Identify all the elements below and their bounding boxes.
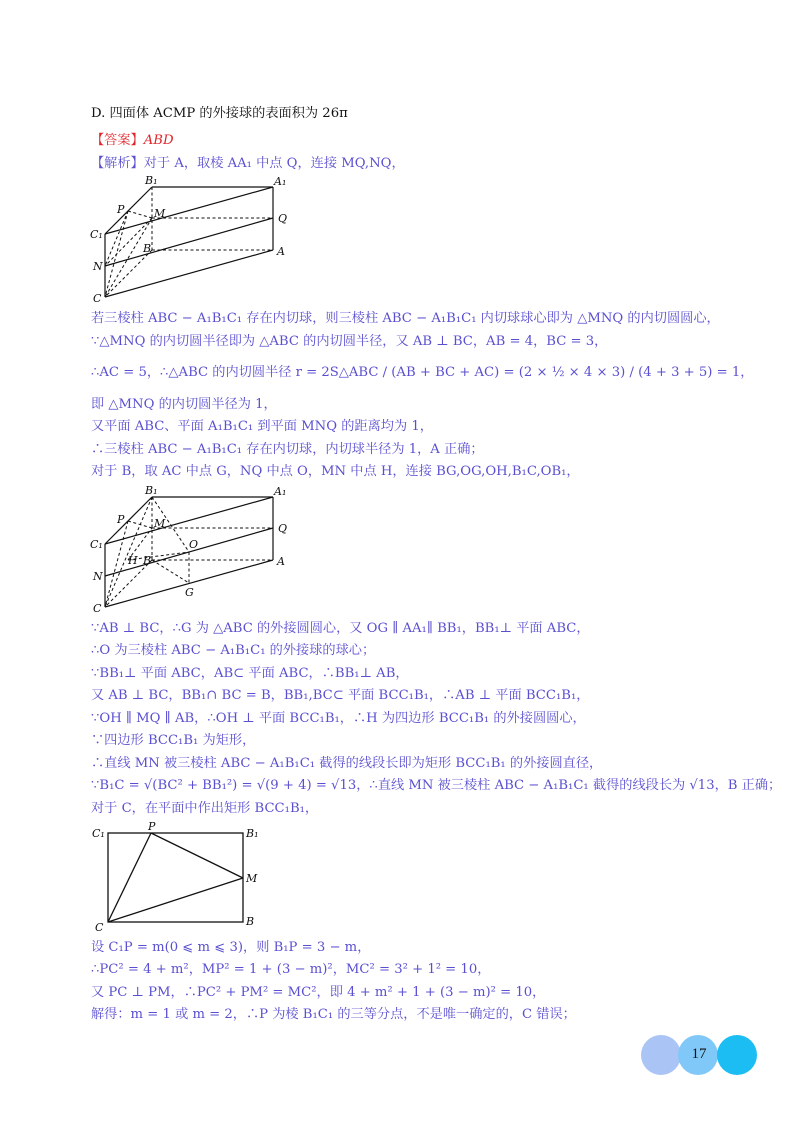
solution-line: 对于 B，取 AC 中点 G，NQ 中点 O，MN 中点 H，连接 BG,OG,OH,B₁C,OB₁， (91, 464, 580, 479)
solution-line: 又平面 ABC、平面 A₁B₁C₁ 到平面 MNQ 的距离均为 1， (91, 419, 433, 434)
page-circle-left (641, 1035, 681, 1075)
solution-line: 若三棱柱 ABC − A₁B₁C₁ 存在内切球，则三棱柱 ABC − A₁B₁C₁ 内切球球心即为 △MNQ 的内切圆圆心， (91, 311, 720, 326)
solution-line: 解得：m = 1 或 m = 2，∴P 为棱 B₁C₁ 的三等分点，不是唯一确定的，C 错误； (91, 1007, 576, 1022)
solution-line: 【解析】对于 A，取棱 AA₁ 中点 Q，连接 MQ,NQ， (91, 156, 405, 171)
fig1-label-B1: B₁ (145, 174, 158, 187)
fig1-label-A: A (277, 245, 285, 258)
solution-line: ∵△MNQ 的内切圆半径即为 △ABC 的内切圆半径，又 AB ⊥ BC，AB = 4，BC = 3， (91, 334, 608, 349)
answer-line (91, 133, 174, 149)
page-number: 17 (691, 1046, 707, 1062)
fig1-label-Q: Q (278, 212, 288, 225)
rectangle-figure (88, 820, 278, 935)
solution-line: 又 AB ⊥ BC，BB₁∩ BC = B，BB₁,BC⊂ 平面 BCC₁B₁，∴AB ⊥ 平面 BCC₁B₁， (91, 688, 590, 703)
fig2-label-B: B (143, 554, 152, 567)
fig2-label-C: C (93, 602, 102, 615)
fig2-label-A: A (277, 555, 285, 568)
solution-line: ∴AC = 5，∴△ABC 的内切圆半径 r = 2S△ABC / (AB + BC + AC) = (2 × ½ × 4 × 3) / (4 + 3 + 5) = 1， (91, 365, 754, 380)
answer-value: ABD (143, 133, 174, 148)
fig1-label-B: B (143, 242, 152, 255)
solution-line: ∴O 为三棱柱 ABC − A₁B₁C₁ 的外接球的球心； (91, 643, 376, 658)
fig2-label-M: M (154, 517, 166, 530)
fig1-label-A1: A₁ (274, 175, 287, 188)
prism-figure-1 (88, 172, 298, 307)
solution-line: 对于 C，在平面中作出矩形 BCC₁B₁， (91, 801, 319, 816)
fig2-label-A1: A₁ (274, 485, 287, 498)
answer-label: 【答案】 (91, 133, 144, 148)
solution-line: ∴PC² = 4 + m²，MP² = 1 + (3 − m)²，MC² = 3² + 1² = 10， (91, 962, 491, 977)
solution-line: 又 PC ⊥ PM，∴PC² + PM² = MC²，即 4 + m² + 1 + (3 − m)² = 10， (91, 985, 546, 1000)
fig1-label-P: P (117, 203, 125, 216)
fig3-label-P: P (148, 820, 156, 833)
solution-line: 即 △MNQ 的内切圆半径为 1， (91, 397, 277, 412)
fig1-label-M: M (154, 207, 166, 220)
solution-line: ∵B₁C = √(BC² + BB₁²) = √(9 + 4) = √13，∴直线 MN 被三棱柱 ABC − A₁B₁C₁ 截得的线段长为 √13，B 正确； (91, 778, 782, 793)
fig3-label-C: C (95, 921, 104, 934)
fig1-label-C1: C₁ (90, 228, 103, 241)
fig2-label-O: O (189, 538, 199, 551)
fig1-label-C: C (93, 292, 102, 305)
prism-figure-2 (88, 482, 298, 617)
solution-line: 设 C₁P = m(0 ⩽ m ⩽ 3)，则 B₁P = 3 − m， (91, 940, 371, 955)
fig1-label-N: N (93, 260, 103, 273)
solution-line: ∴三棱柱 ABC − A₁B₁C₁ 存在内切球，内切球半径为 1，A 正确； (91, 442, 484, 457)
fig2-label-N: N (93, 570, 103, 583)
option-d: D. 四面体 ACMP 的外接球的表面积为 26π (91, 106, 348, 121)
fig2-label-H: H (128, 554, 138, 567)
fig2-label-P: P (117, 513, 125, 526)
solution-line: ∵OH ∥ MQ ∥ AB，∴OH ⊥ 平面 BCC₁B₁，∴H 为四边形 BCC₁B₁ 的外接圆圆心， (91, 711, 586, 726)
fig3-label-M: M (246, 872, 258, 885)
page-circle-right (717, 1035, 757, 1075)
solution-line: ∴直线 MN 被三棱柱 ABC − A₁B₁C₁ 截得的线段长即为矩形 BCC₁B₁ 的外接圆直径， (91, 756, 603, 771)
fig3-label-B: B (246, 915, 255, 928)
fig2-label-G: G (185, 586, 194, 599)
fig3-label-B1: B₁ (246, 827, 259, 840)
solution-line: ∵四边形 BCC₁B₁ 为矩形， (91, 733, 256, 748)
fig2-label-Q: Q (278, 522, 288, 535)
solution-line: ∵AB ⊥ BC，∴G 为 △ABC 的外接圆圆心，又 OG ∥ AA₁∥ BB₁，BB₁⊥ 平面 ABC， (91, 621, 590, 636)
fig3-label-C1: C₁ (92, 827, 105, 840)
fig2-label-C1: C₁ (90, 538, 103, 551)
fig2-label-B1: B₁ (145, 484, 158, 497)
solution-line: ∵BB₁⊥ 平面 ABC，AB⊂ 平面 ABC，∴BB₁⊥ AB， (91, 666, 409, 681)
